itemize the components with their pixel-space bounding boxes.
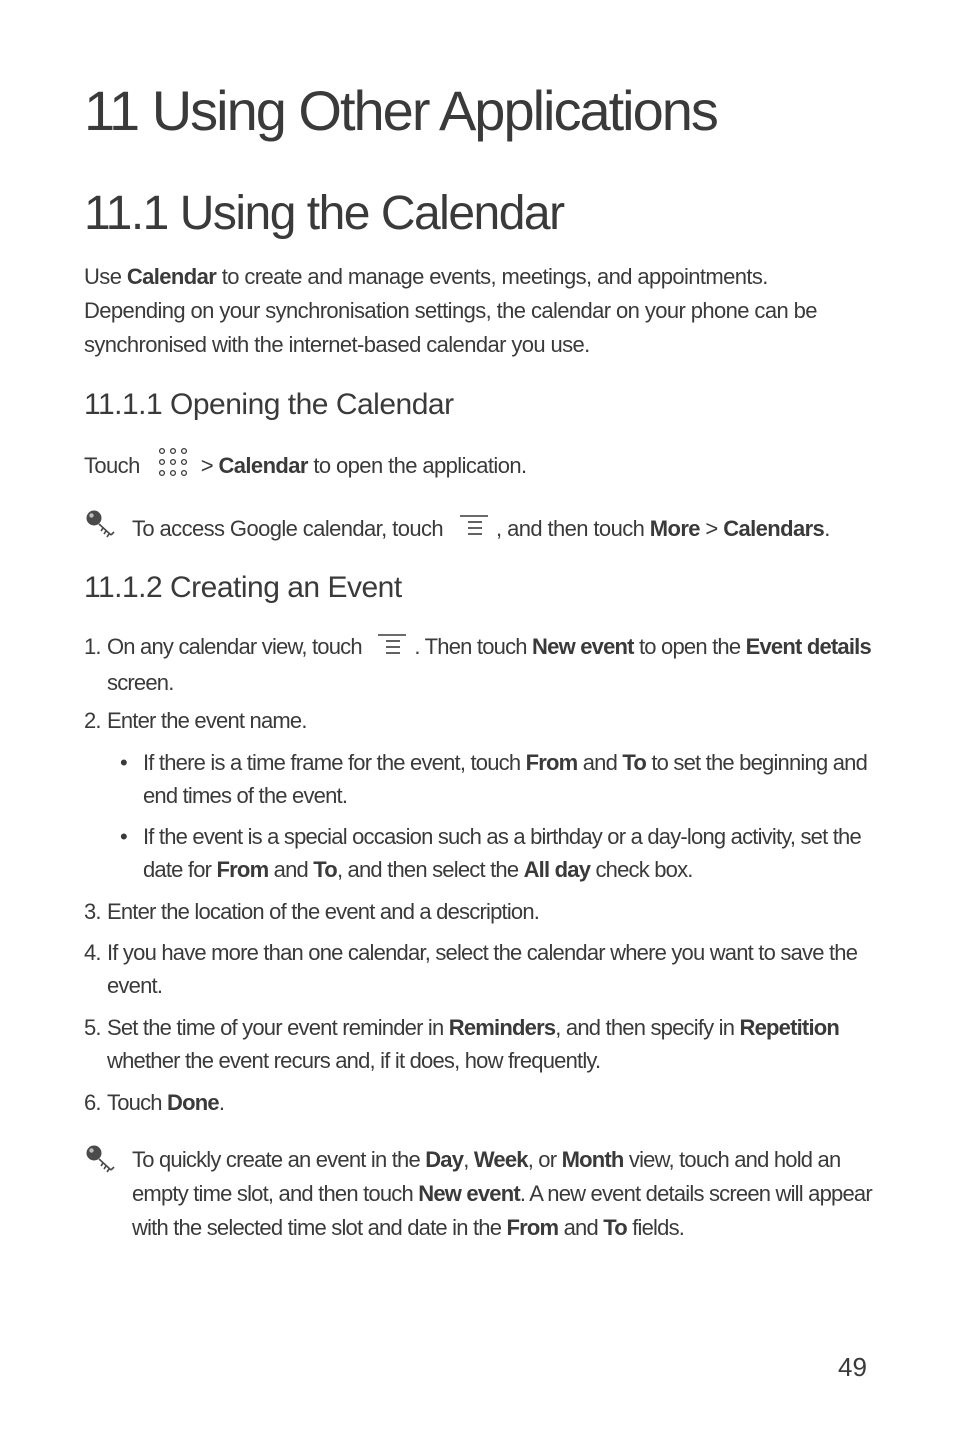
chapter-title: 11 Using Other Applications [84, 79, 717, 142]
opening-heading: 11.1.1 Opening the Calendar [84, 388, 454, 421]
creating-heading: 11.1.2 Creating an Event [84, 571, 402, 604]
calendar-term: Calendar [126, 264, 217, 289]
apps-grid-icon [157, 446, 189, 488]
intro-paragraph: Use Calendar to create and manage events, meetings, and appointments. Depending on your synchronisation settings, the calendar on your phone can be synchronised with the internet-based calendar you use. [84, 264, 817, 357]
tip-icon [84, 508, 120, 547]
opening-paragraph: Touch > Calendar to open the application. [84, 446, 874, 488]
menu-icon [459, 512, 489, 548]
page-number: 49 [838, 1352, 867, 1382]
section-title: 11.1 Using the Calendar [84, 187, 564, 240]
menu-icon [377, 631, 407, 666]
tip-icon [84, 1143, 120, 1182]
calendar-term: Calendar [218, 452, 308, 478]
